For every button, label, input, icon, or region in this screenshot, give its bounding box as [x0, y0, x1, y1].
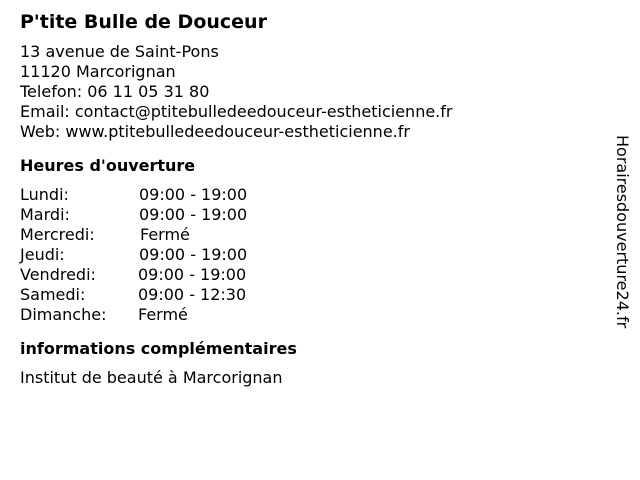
hours-table [20, 185, 600, 325]
hours-row-wednesday [20, 225, 600, 245]
email-address: Email: contact@ptitebulledeedouceur-estheticienne.fr [20, 102, 453, 121]
hours-row-tuesday [20, 205, 600, 225]
day-label: Jeudi: [20, 245, 65, 264]
day-label: Vendredi: [20, 265, 96, 284]
site-brand-vertical: Horairesdouverture24.fr [613, 135, 632, 329]
street-address: 13 avenue de Saint-Pons [20, 42, 219, 61]
day-hours: 09:00 - 19:00 [139, 245, 248, 264]
city-postal: 11120 Marcorignan [20, 62, 176, 81]
hours-row-monday [20, 185, 600, 205]
hours-heading: Heures d'ouverture [20, 156, 196, 175]
day-hours: 09:00 - 12:30 [138, 285, 247, 304]
day-label: Dimanche: [20, 305, 107, 324]
business-name: P'tite Bulle de Douceur [20, 11, 267, 33]
day-label: Samedi: [20, 285, 86, 304]
day-hours: Fermé [138, 305, 188, 324]
day-hours: 09:00 - 19:00 [138, 265, 247, 284]
info-description: Institut de beauté à Marcorignan [20, 368, 283, 387]
hours-row-friday [20, 265, 600, 285]
address-block [20, 42, 600, 142]
hours-row-sunday [20, 305, 600, 325]
day-hours: 09:00 - 19:00 [139, 205, 248, 224]
phone-number: Telefon: 06 11 05 31 80 [20, 82, 210, 101]
hours-row-thursday [20, 245, 600, 265]
website-url: Web: www.ptitebulledeedouceur-estheticienne.fr [20, 122, 410, 141]
day-hours: Fermé [140, 225, 190, 244]
hours-row-saturday [20, 285, 600, 305]
info-heading: informations complémentaires [20, 339, 297, 358]
business-card [20, 10, 600, 388]
day-label: Mardi: [20, 205, 70, 224]
day-hours: 09:00 - 19:00 [139, 185, 248, 204]
day-label: Lundi: [20, 185, 69, 204]
day-label: Mercredi: [20, 225, 95, 244]
